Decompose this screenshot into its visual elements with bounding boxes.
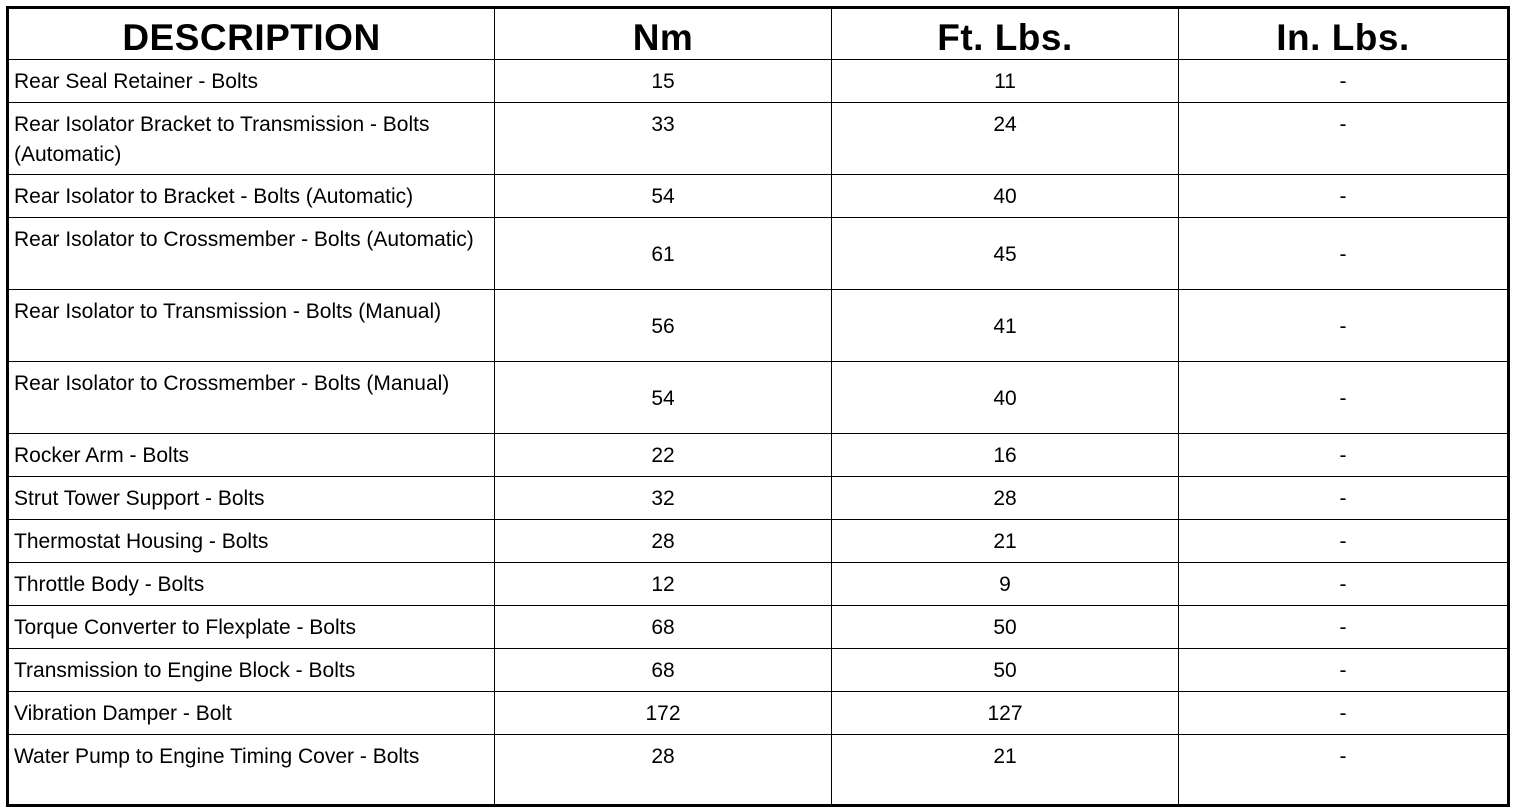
header-nm: Nm (495, 8, 832, 60)
ft-lbs-cell: 11 (832, 60, 1179, 103)
nm-cell: 12 (495, 563, 832, 606)
header-row (8, 8, 1509, 60)
nm-cell: 61 (495, 218, 832, 290)
description-cell: Vibration Damper - Bolt (8, 692, 495, 735)
description-cell: Water Pump to Engine Timing Cover - Bolts (8, 735, 495, 806)
table-row (8, 477, 1509, 520)
nm-cell: 172 (495, 692, 832, 735)
in-lbs-cell: - (1179, 735, 1509, 806)
header-ft-lbs: Ft. Lbs. (832, 8, 1179, 60)
ft-lbs-cell: 41 (832, 290, 1179, 362)
description-cell: Rear Isolator to Bracket - Bolts (Automatic) (8, 175, 495, 218)
table-row (8, 520, 1509, 563)
in-lbs-cell: - (1179, 218, 1509, 290)
table-row (8, 362, 1509, 434)
in-lbs-cell: - (1179, 606, 1509, 649)
description-cell: Rear Isolator to Crossmember - Bolts (Manual) (8, 362, 495, 434)
nm-cell: 68 (495, 649, 832, 692)
in-lbs-cell: - (1179, 103, 1509, 175)
header-in-lbs: In. Lbs. (1179, 8, 1509, 60)
ft-lbs-cell: 45 (832, 218, 1179, 290)
nm-cell: 28 (495, 520, 832, 563)
ft-lbs-cell: 21 (832, 520, 1179, 563)
description-cell: Rear Isolator Bracket to Transmission - Bolts (Automatic) (8, 103, 495, 175)
description-cell: Strut Tower Support - Bolts (8, 477, 495, 520)
in-lbs-cell: - (1179, 649, 1509, 692)
in-lbs-cell: - (1179, 290, 1509, 362)
ft-lbs-cell: 127 (832, 692, 1179, 735)
ft-lbs-cell: 16 (832, 434, 1179, 477)
in-lbs-cell: - (1179, 175, 1509, 218)
table-row (8, 649, 1509, 692)
nm-cell: 33 (495, 103, 832, 175)
ft-lbs-cell: 9 (832, 563, 1179, 606)
nm-cell: 56 (495, 290, 832, 362)
nm-cell: 15 (495, 60, 832, 103)
in-lbs-cell: - (1179, 692, 1509, 735)
table-row (8, 218, 1509, 290)
table-row (8, 563, 1509, 606)
in-lbs-cell: - (1179, 60, 1509, 103)
in-lbs-cell: - (1179, 362, 1509, 434)
in-lbs-cell: - (1179, 563, 1509, 606)
description-cell: Rocker Arm - Bolts (8, 434, 495, 477)
description-cell: Rear Seal Retainer - Bolts (8, 60, 495, 103)
ft-lbs-cell: 50 (832, 649, 1179, 692)
description-cell: Rear Isolator to Transmission - Bolts (Manual) (8, 290, 495, 362)
table-row (8, 692, 1509, 735)
nm-cell: 54 (495, 175, 832, 218)
header-description: DESCRIPTION (8, 8, 495, 60)
nm-cell: 22 (495, 434, 832, 477)
nm-cell: 54 (495, 362, 832, 434)
ft-lbs-cell: 50 (832, 606, 1179, 649)
table-row (8, 735, 1509, 806)
in-lbs-cell: - (1179, 434, 1509, 477)
table-row (8, 290, 1509, 362)
table-row (8, 434, 1509, 477)
ft-lbs-cell: 24 (832, 103, 1179, 175)
table-row (8, 606, 1509, 649)
table-row (8, 103, 1509, 175)
table-row (8, 60, 1509, 103)
ft-lbs-cell: 28 (832, 477, 1179, 520)
description-cell: Thermostat Housing - Bolts (8, 520, 495, 563)
in-lbs-cell: - (1179, 477, 1509, 520)
description-cell: Throttle Body - Bolts (8, 563, 495, 606)
table-row (8, 175, 1509, 218)
description-cell: Rear Isolator to Crossmember - Bolts (Automatic) (8, 218, 495, 290)
nm-cell: 68 (495, 606, 832, 649)
ft-lbs-cell: 40 (832, 362, 1179, 434)
description-cell: Transmission to Engine Block - Bolts (8, 649, 495, 692)
description-cell: Torque Converter to Flexplate - Bolts (8, 606, 495, 649)
nm-cell: 28 (495, 735, 832, 806)
ft-lbs-cell: 40 (832, 175, 1179, 218)
torque-spec-table (6, 6, 1510, 807)
nm-cell: 32 (495, 477, 832, 520)
in-lbs-cell: - (1179, 520, 1509, 563)
ft-lbs-cell: 21 (832, 735, 1179, 806)
